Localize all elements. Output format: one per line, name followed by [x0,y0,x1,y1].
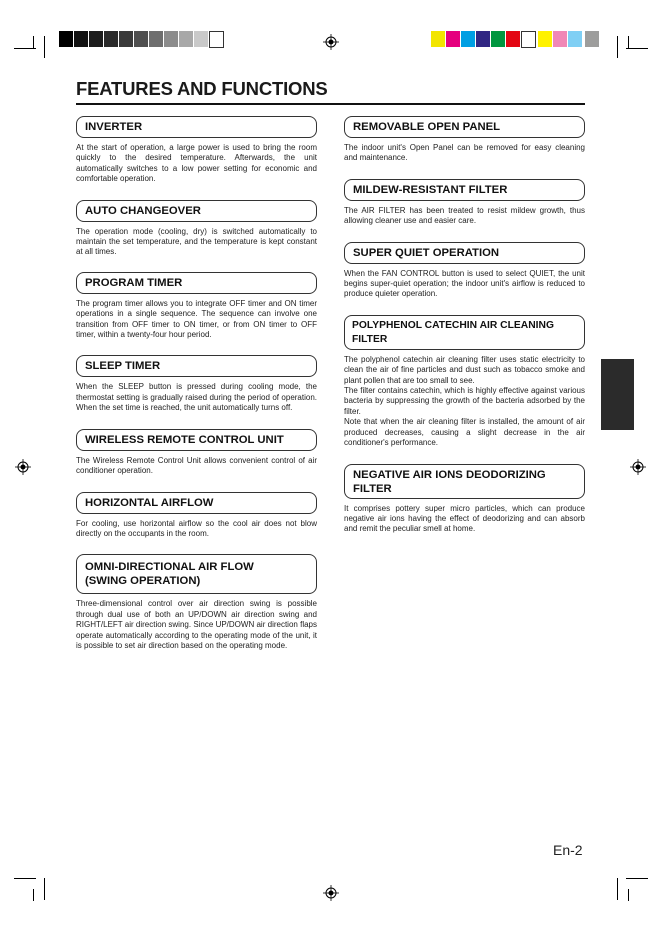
gray-swatch [149,31,163,47]
right-column [344,116,585,535]
gray-swatch [74,31,88,47]
registration-mark-right-icon [630,459,646,475]
color-swatch [538,31,552,47]
section-auto-changeover [76,200,317,258]
section-body: When the SLEEP button is pressed during cooling mode, the thermostat setting is gradually raised during the period of operation. When the set time is reached, the unit automatically turns off. [76,382,317,413]
section-super-quiet [344,242,585,300]
section-body: When the FAN CONTROL button is used to select QUIET, the unit begins super-quiet operation; the indoor unit's airflow is reduced to produce quieter operation. [344,268,585,299]
section-body: The AIR FILTER has been treated to resist mildew growth, thus allowing cleaner use and easier care. [344,205,585,226]
section-removable-panel [344,116,585,164]
section-heading: MILDEW-RESISTANT FILTER [344,179,585,201]
color-swatch [553,31,567,47]
gray-swatch [194,31,208,47]
section-omni-directional [76,554,317,651]
color-swatch [461,31,475,47]
registration-mark-top-icon [323,34,339,50]
color-swatch [521,31,536,48]
section-sleep-timer [76,355,317,413]
section-heading: INVERTER [76,116,317,138]
section-body: For cooling, use horizontal airflow so the cool air does not blow directly on the occupants in the room. [76,518,317,538]
section-wireless-remote [76,429,317,477]
section-body: The operation mode (cooling, dry) is switched automatically to maintain the set temperature, and the temperature is kept constant at all times. [76,226,317,257]
section-body: The filter contains catechin, which is highly effective against various bacteria by suppressing the growth of the bacteria adsorbed by the filter. [344,386,585,416]
section-heading: NEGATIVE AIR IONS DEODORIZING FILTER [344,464,585,499]
section-body: It comprises pottery super micro particles, which can produce negative air ions having the effect of deodorizing and can absorb and remit the peculiar smell at home. [344,503,585,534]
gray-swatch [59,31,73,47]
gray-swatch [104,31,118,47]
section-heading: HORIZONTAL AIRFLOW [76,492,317,514]
gray-swatch [164,31,178,47]
color-swatch [476,31,490,47]
color-swatch [568,31,582,47]
section-body: At the start of operation, a large power is used to bring the room quickly to the desired temperature. Afterwards, the unit automatically switches to a low power setting for economic and comfortable operation. [76,143,317,184]
section-negative-ions [344,464,585,535]
registration-mark-bottom-icon [323,885,339,901]
gray-swatch [179,31,193,47]
section-heading: OMNI-DIRECTIONAL AIR FLOW (SWING OPERATION) [76,554,317,594]
left-column [76,116,317,651]
section-heading: PROGRAM TIMER [76,272,317,294]
gray-swatch [209,31,224,48]
section-body: The Wireless Remote Control Unit allows convenient control of air conditioner operation. [76,455,317,476]
section-body: Three-dimensional control over air direction swing is possible through dual use of both an UP/DOWN air direction swing and RIGHT/LEFT air direction swing. Since UP/DOWN air direction flaps operate automatically according to the operating mode of the unit, it is possible to set air direction based on the operating mode. [76,599,317,650]
color-swatch [431,31,445,47]
gray-swatch [89,31,103,47]
gray-swatch [134,31,148,47]
section-program-timer [76,272,317,341]
section-polyphenol-filter [344,315,585,449]
section-inverter [76,116,317,185]
gray-swatch [119,31,133,47]
color-swatch [506,31,520,47]
section-heading: SUPER QUIET OPERATION [344,242,585,264]
page-title: FEATURES AND FUNCTIONS [76,78,328,99]
section-body: Note that when the air cleaning filter is installed, the amount of air produced decreases, causing a slight decrease in the air conditioner's performance. [344,417,585,448]
section-heading: SLEEP TIMER [76,355,317,377]
registration-mark-left-icon [15,459,31,475]
section-body: The indoor unit's Open Panel can be removed for easy cleaning and maintenance. [344,143,585,163]
section-body: The polyphenol catechin air cleaning filter uses static electricity to clean the air of fine particles and dust such as tobacco smoke and plant pollen that are too small to see. [344,354,585,385]
title-rule [76,103,585,105]
color-swatch [585,31,599,47]
section-heading: WIRELESS REMOTE CONTROL UNIT [76,429,317,451]
chapter-thumb-tab [601,359,634,430]
section-mildew-filter [344,179,585,227]
section-heading: POLYPHENOL CATECHIN AIR CLEANING FILTER [344,315,585,350]
section-body: The program timer allows you to integrate OFF timer and ON timer operations in a single sequence. The sequence can involve one transition from OFF timer to ON timer, or from ON timer to OFF timer, within a twenty-four hour period. [76,298,317,340]
color-swatch [446,31,460,47]
section-heading: REMOVABLE OPEN PANEL [344,116,585,138]
page-number: En-2 [553,842,583,858]
section-heading: AUTO CHANGEOVER [76,200,317,222]
color-swatch [491,31,505,47]
section-horizontal-airflow [76,492,317,540]
